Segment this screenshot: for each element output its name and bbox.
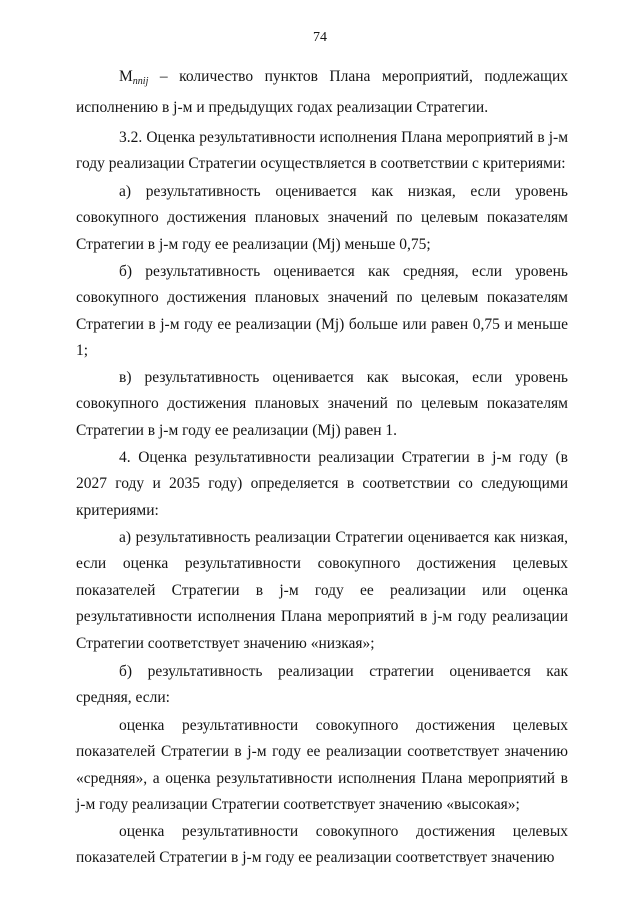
paragraph-criteria-b: б) результативность оценивается как средняя, если уровень совокупного достижения плановых значений по целевым показателям Стратегии в j-м году ее реализации (Mj) больше или равен 0,75 и меньше 1; (76, 262, 568, 359)
page-number: 74 (313, 30, 327, 45)
paragraph-4: 4. Оценка результативности реализации Стратегии в j-м году (в 2027 году и 2035 году) определяется в соответствии со следующими критериями: (76, 448, 568, 519)
paragraph-4-b-second-case: оценка результативности совокупного достижения целевых показателей Стратегии в j-м году ее реализации соответствует значению (76, 822, 568, 866)
paragraph-criteria-a: а) результативность оценивается как низкая, если уровень совокупного достижения плановых значений по целевым показателям Стратегии в j-м году ее реализации (Mj) меньше 0,75; (76, 182, 568, 253)
symbol-m: Mnnij (119, 67, 149, 87)
paragraph-criteria-c: в) результативность оценивается как высокая, если уровень совокупного достижения плановых значений по целевым показателям Стратегии в j-м году ее реализации (Mj) равен 1. (76, 368, 568, 439)
paragraph-4-b-first-case: оценка результативности совокупного достижения целевых показателей Стратегии в j-м году ее реализации соответствует значению «средняя», а оценка результативности исполнения Плана мероприятий в j-м году реализации Стратегии соответствует значению «высокая»; (76, 716, 568, 813)
paragraph-4-b: б) результативность реализации стратегии оценивается как средняя, если: (76, 662, 568, 706)
paragraph-3-2: 3.2. Оценка результативности исполнения Плана мероприятий в j-м году реализации Стратегии осуществляется в соответствии с критериями: (76, 128, 568, 172)
paragraph-m-definition: Mnnij – количество пунктов Плана мероприятий, подлежащих исполнению в j-м и предыдущих годах реализации Стратегии. (76, 67, 568, 116)
paragraph-4-a: а) результативность реализации Стратегии оценивается как низкая, если оценка результативности совокупного достижения целевых показателей Стратегии в j-м году ее реализации или оценка результативности исполнения Плана мероприятий в j-м году реализации Стратегии соответствует значению «низкая»; (76, 528, 568, 652)
